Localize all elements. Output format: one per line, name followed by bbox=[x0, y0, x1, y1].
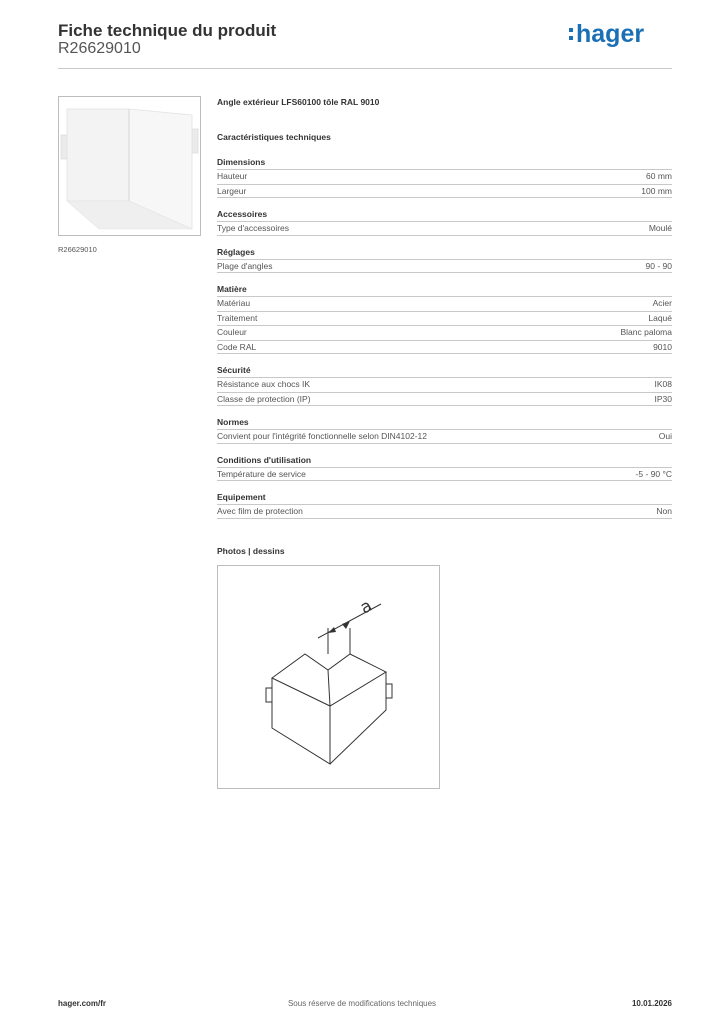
spec-group-title: Normes bbox=[217, 417, 249, 427]
page-title: Fiche technique du produit bbox=[58, 21, 277, 40]
svg-text:hager: hager bbox=[576, 20, 645, 48]
spec-value: 9010 bbox=[653, 341, 672, 352]
spec-rows bbox=[217, 221, 672, 236]
spec-rows bbox=[217, 169, 672, 198]
spec-group bbox=[217, 207, 672, 236]
spec-rows bbox=[217, 377, 672, 406]
product-name: Angle extérieur LFS60100 tôle RAL 9010 bbox=[217, 97, 380, 107]
dimension-arrow-left bbox=[328, 627, 336, 633]
photos-title: Photos | dessins bbox=[217, 546, 285, 556]
spec-row bbox=[217, 467, 672, 482]
spec-group bbox=[217, 453, 672, 482]
spec-group bbox=[217, 282, 672, 354]
dimension-label: a bbox=[356, 595, 376, 619]
spec-value: 60 mm bbox=[646, 171, 672, 181]
hager-logo bbox=[567, 17, 657, 49]
spec-label: Traitement bbox=[217, 312, 258, 323]
technical-drawing-image bbox=[218, 566, 439, 788]
product-photo-caption: R26629010 bbox=[58, 245, 97, 254]
spec-value: Acier bbox=[652, 298, 672, 308]
spec-rows bbox=[217, 296, 672, 354]
spec-value: -5 - 90 °C bbox=[635, 468, 672, 479]
spec-value: Oui bbox=[658, 431, 672, 441]
spec-row bbox=[217, 296, 672, 311]
spec-row bbox=[217, 504, 672, 519]
spec-row bbox=[217, 221, 672, 236]
spec-row bbox=[217, 325, 672, 340]
spec-label: Résistance aux chocs IK bbox=[217, 379, 311, 389]
spec-rows bbox=[217, 467, 672, 482]
dimension-arrow-right bbox=[342, 621, 350, 629]
spec-group bbox=[217, 155, 672, 198]
spec-label: Convient pour l'intégrité fonctionnelle selon DIN4102-12 bbox=[217, 431, 428, 441]
spec-rows bbox=[217, 504, 672, 519]
footer-website[interactable]: hager.com/fr bbox=[58, 999, 107, 1008]
spec-group-title: Equipement bbox=[217, 492, 266, 502]
spec-group-title: Accessoires bbox=[217, 209, 268, 219]
spec-label: Matériau bbox=[217, 298, 251, 308]
footer-date: 10.01.2026 bbox=[631, 999, 672, 1008]
spec-value: IP30 bbox=[654, 393, 672, 404]
spec-row bbox=[217, 340, 672, 355]
spec-row bbox=[217, 169, 672, 184]
product-photo bbox=[58, 96, 201, 236]
spec-row bbox=[217, 377, 672, 392]
spec-value: Laqué bbox=[648, 312, 672, 323]
spec-group-title: Dimensions bbox=[217, 157, 266, 167]
spec-group bbox=[217, 415, 672, 444]
spec-label: Couleur bbox=[217, 327, 247, 337]
spec-groups bbox=[217, 155, 672, 519]
footer-notice: Sous réserve de modifications techniques bbox=[287, 999, 437, 1008]
spec-group-title: Réglages bbox=[217, 246, 255, 257]
spec-label: Avec film de protection bbox=[217, 506, 303, 516]
spec-row bbox=[217, 184, 672, 199]
spec-rows bbox=[217, 259, 672, 274]
spec-value: Moulé bbox=[648, 223, 672, 233]
spec-value: Non bbox=[656, 506, 672, 516]
spec-group bbox=[217, 245, 672, 274]
spec-value: IK08 bbox=[654, 379, 672, 389]
header-divider bbox=[58, 68, 672, 69]
spec-label: Hauteur bbox=[217, 171, 248, 181]
spec-row bbox=[217, 429, 672, 444]
spec-label: Plage d'angles bbox=[217, 260, 273, 271]
characteristics-title: Caractéristiques techniques bbox=[217, 132, 331, 142]
product-reference: R26629010 bbox=[58, 40, 141, 57]
technical-drawing bbox=[217, 565, 440, 789]
spec-label: Température de service bbox=[217, 468, 306, 479]
spec-row bbox=[217, 311, 672, 326]
spec-group-title: Matière bbox=[217, 284, 247, 294]
spec-value: 100 mm bbox=[641, 185, 672, 196]
spec-group-title: Sécurité bbox=[217, 365, 251, 375]
spec-row bbox=[217, 392, 672, 407]
spec-group-title: Conditions d'utilisation bbox=[217, 454, 312, 465]
spec-label: Type d'accessoires bbox=[217, 223, 290, 233]
spec-group bbox=[217, 490, 672, 519]
spec-rows bbox=[217, 429, 672, 444]
spec-label: Largeur bbox=[217, 185, 247, 196]
spec-label: Classe de protection (IP) bbox=[217, 393, 311, 404]
product-photo-image bbox=[59, 97, 200, 235]
spec-value: 90 - 90 bbox=[645, 260, 672, 271]
spec-value: Blanc paloma bbox=[620, 327, 672, 337]
spec-section bbox=[217, 96, 672, 519]
spec-row bbox=[217, 259, 672, 274]
spec-group bbox=[217, 363, 672, 406]
spec-label: Code RAL bbox=[217, 341, 257, 352]
